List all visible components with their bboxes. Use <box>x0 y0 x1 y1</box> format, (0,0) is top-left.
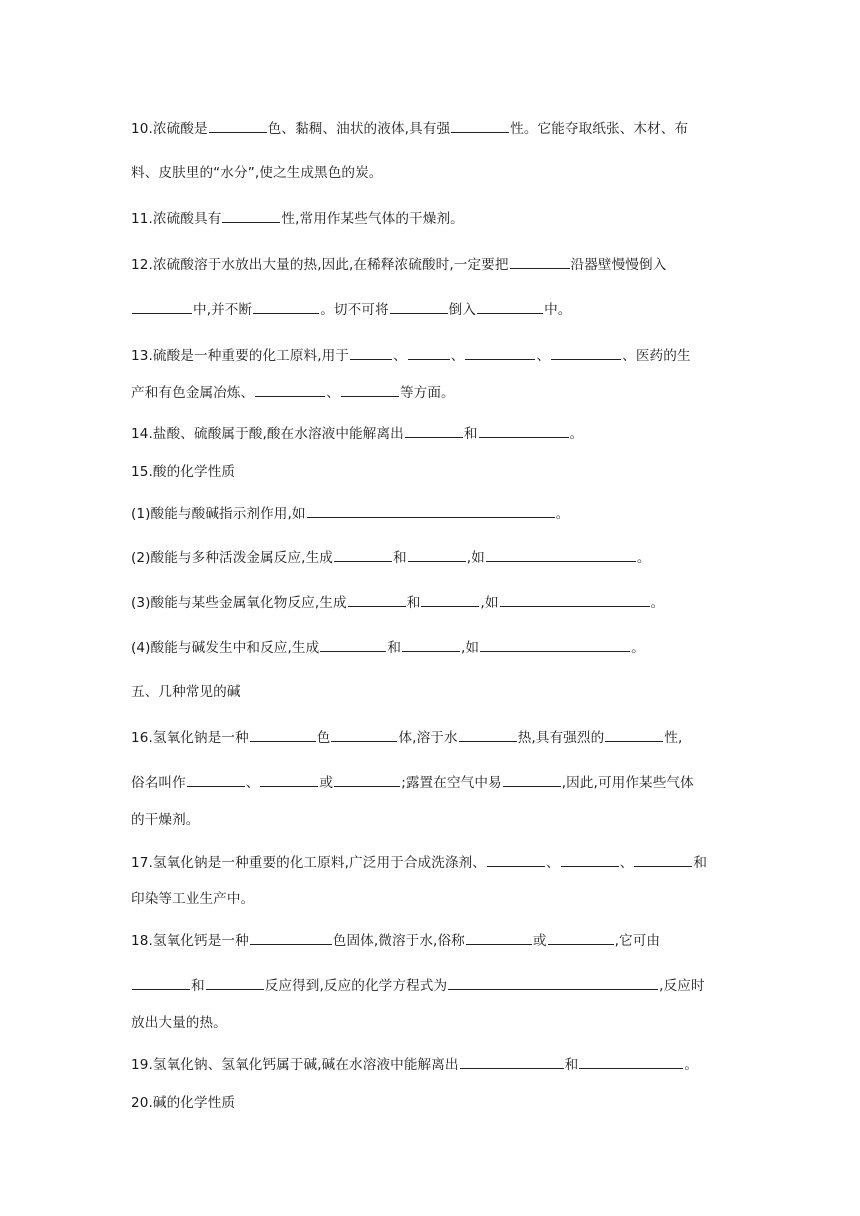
answer-blank[interactable] <box>465 345 535 360</box>
text-segment: 印染等工业生产中。 <box>131 891 255 907</box>
text-segment: 、 <box>536 348 551 364</box>
text-line <box>131 682 241 702</box>
answer-blank[interactable] <box>209 118 267 133</box>
text-segment: ,因此,可用作某些气体 <box>561 775 694 791</box>
answer-blank[interactable] <box>253 299 319 314</box>
text-segment: 15.酸的化学性质 <box>131 464 236 480</box>
text-line <box>131 637 645 658</box>
text-segment: 中,并不断 <box>193 302 253 318</box>
answer-blank[interactable] <box>405 423 463 438</box>
text-segment: (1)酸能与酸碱指示剂作用,如 <box>131 506 306 522</box>
text-segment: ;露置在空气中易 <box>401 775 502 791</box>
text-line <box>131 889 254 909</box>
text-segment: 16.氢氧化钠是一种 <box>131 730 249 746</box>
text-line <box>131 810 199 830</box>
text-segment: 倒入 <box>448 302 477 318</box>
text-line <box>131 772 694 793</box>
answer-blank[interactable] <box>334 772 400 787</box>
text-segment: 、 <box>393 348 407 364</box>
answer-blank[interactable] <box>408 547 466 562</box>
text-segment: 20.碱的化学性质 <box>131 1095 236 1111</box>
answer-blank[interactable] <box>255 382 325 397</box>
answer-blank[interactable] <box>561 852 619 867</box>
text-line <box>131 462 235 482</box>
text-line <box>131 254 666 275</box>
text-line <box>131 930 660 951</box>
text-segment: 、 <box>245 775 260 791</box>
answer-blank[interactable] <box>132 975 190 990</box>
text-segment: 12.浓硫酸溶于水放出大量的热,因此,在稀释浓硫酸时,一定要把 <box>131 257 509 273</box>
text-segment: ,它可由 <box>614 933 661 949</box>
answer-blank[interactable] <box>466 930 532 945</box>
text-segment: 放出大量的热。 <box>131 1015 227 1031</box>
text-segment: 18.氢氧化钙是一种 <box>131 933 249 949</box>
text-line <box>131 345 691 366</box>
answer-blank[interactable] <box>460 1054 564 1069</box>
text-segment: 反应得到,反应的化学方程式为 <box>264 978 448 994</box>
answer-blank[interactable] <box>408 345 450 360</box>
text-line <box>131 547 651 568</box>
text-segment: 、 <box>326 385 340 401</box>
answer-blank[interactable] <box>334 547 392 562</box>
text-segment: 色、黏稠、油状的液体,具有强 <box>267 121 451 137</box>
text-segment: 和 <box>564 1057 579 1073</box>
answer-blank[interactable] <box>320 637 386 652</box>
text-segment: 。 <box>650 595 665 611</box>
text-segment: 。 <box>555 506 570 522</box>
text-segment: 。 <box>569 426 584 442</box>
text-line <box>131 727 682 748</box>
text-line <box>131 1093 235 1113</box>
text-line <box>131 503 569 524</box>
answer-blank[interactable] <box>486 547 636 562</box>
answer-blank[interactable] <box>341 382 399 397</box>
text-segment: 19.氢氧化钠、氢氧化钙属于碱,碱在水溶液中能解离出 <box>131 1057 459 1073</box>
text-line <box>131 592 664 613</box>
text-segment: 、医药的生 <box>622 348 691 364</box>
text-segment: 和 <box>393 550 407 566</box>
text-segment: ,如 <box>466 550 485 566</box>
text-line <box>131 163 383 183</box>
text-line <box>131 975 705 996</box>
text-segment: 13.硫酸是一种重要的化工原料,用于 <box>131 348 350 364</box>
text-segment: 中。 <box>544 302 572 318</box>
answer-blank[interactable] <box>250 727 316 742</box>
text-segment: 和 <box>387 640 402 656</box>
text-segment: 14.盐酸、硫酸属于酸,酸在水溶液中能解离出 <box>131 426 404 442</box>
text-segment: 、 <box>546 855 560 871</box>
text-segment: 体,溶于水 <box>398 730 458 746</box>
text-segment: 沿器壁慢慢倒入 <box>570 257 667 273</box>
answer-blank[interactable] <box>348 592 406 607</box>
answer-blank[interactable] <box>250 930 332 945</box>
answer-blank[interactable] <box>222 208 280 223</box>
answer-blank[interactable] <box>132 299 192 314</box>
text-segment: 和 <box>463 426 478 442</box>
answer-blank[interactable] <box>402 637 460 652</box>
text-segment: 、 <box>450 348 465 364</box>
answer-blank[interactable] <box>510 254 570 269</box>
text-segment: 的干燥剂。 <box>131 812 200 828</box>
text-segment: 。 <box>631 640 645 656</box>
text-segment: ,如 <box>480 595 499 611</box>
answer-blank[interactable] <box>605 727 663 742</box>
answer-blank[interactable] <box>479 423 569 438</box>
answer-blank[interactable] <box>448 975 658 990</box>
answer-blank[interactable] <box>487 852 545 867</box>
answer-blank[interactable] <box>350 345 392 360</box>
text-segment: 性, <box>664 730 683 746</box>
text-segment: 。切不可将 <box>320 302 389 318</box>
text-segment: 色 <box>316 730 331 746</box>
text-segment: 、 <box>619 855 634 871</box>
answer-blank[interactable] <box>451 118 509 133</box>
answer-blank[interactable] <box>260 772 318 787</box>
text-line <box>131 208 464 229</box>
answer-blank[interactable] <box>187 772 245 787</box>
text-segment: 性,常用作某些气体的干燥剂。 <box>281 211 464 227</box>
text-segment: (2)酸能与多种活泼金属反应,生成 <box>131 550 333 566</box>
answer-blank[interactable] <box>421 592 479 607</box>
text-segment: 或 <box>319 775 334 791</box>
text-segment: 色固体,微溶于水,俗称 <box>332 933 465 949</box>
answer-blank[interactable] <box>477 299 543 314</box>
text-line <box>131 299 571 320</box>
text-segment: 和 <box>693 855 708 871</box>
text-segment: 料、皮肤里的“水分”,使之生成黑色的炭。 <box>131 165 383 181</box>
answer-blank[interactable] <box>390 299 448 314</box>
text-segment: 性。它能夺取纸张、木材、布 <box>510 121 689 137</box>
answer-blank[interactable] <box>634 852 692 867</box>
text-line <box>131 1013 227 1033</box>
text-segment: 或 <box>532 933 547 949</box>
answer-blank[interactable] <box>206 975 264 990</box>
answer-blank[interactable] <box>579 1054 683 1069</box>
text-segment: 和 <box>406 595 421 611</box>
text-segment: (4)酸能与碱发生中和反应,生成 <box>131 640 320 656</box>
text-segment: 热,具有强烈的 <box>517 730 605 746</box>
text-segment: 17.氢氧化钠是一种重要的化工原料,广泛用于合成洗涤剂、 <box>131 855 486 871</box>
text-line <box>131 382 455 403</box>
text-segment: 五、几种常见的碱 <box>131 684 241 700</box>
text-segment: 等方面。 <box>399 385 455 401</box>
text-line <box>131 1054 698 1075</box>
text-segment: 10.浓硫酸是 <box>131 121 208 137</box>
text-segment: ,如 <box>461 640 480 656</box>
text-segment: 产和有色金属冶炼、 <box>131 385 255 401</box>
answer-blank[interactable] <box>331 727 397 742</box>
answer-blank[interactable] <box>459 727 517 742</box>
text-segment: 俗名叫作 <box>131 775 186 791</box>
text-line <box>131 118 688 139</box>
text-segment: ,反应时 <box>659 978 705 994</box>
answer-blank[interactable] <box>307 503 555 518</box>
answer-blank[interactable] <box>500 592 650 607</box>
text-line <box>131 852 707 873</box>
answer-blank[interactable] <box>480 637 630 652</box>
answer-blank[interactable] <box>551 345 621 360</box>
answer-blank[interactable] <box>548 930 614 945</box>
answer-blank[interactable] <box>503 772 561 787</box>
text-segment: 。 <box>684 1057 699 1073</box>
text-segment: 11.浓硫酸具有 <box>131 211 222 227</box>
text-line <box>131 423 583 444</box>
text-segment: 。 <box>636 550 651 566</box>
text-segment: 和 <box>191 978 205 994</box>
text-segment: (3)酸能与某些金属氧化物反应,生成 <box>131 595 347 611</box>
